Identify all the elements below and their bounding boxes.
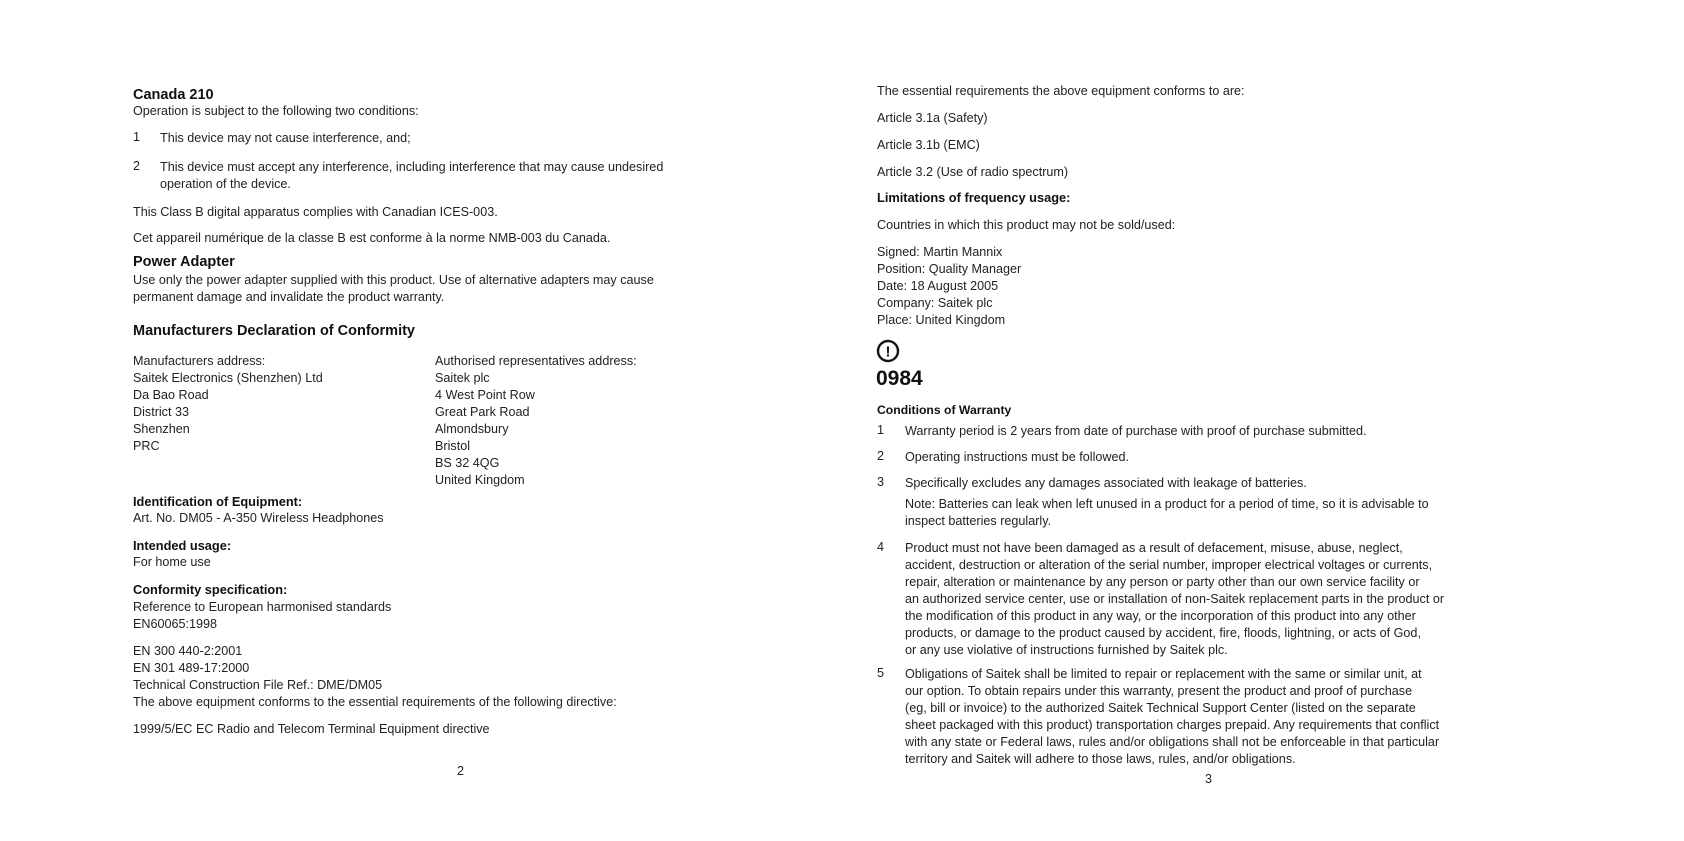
right-page [842,0,1684,841]
conformity-text: EN 300 440-2:2001 [133,644,243,658]
conformity-text: The above equipment conforms to the essential requirements of the following directive: [133,695,617,709]
address-line: Saitek plc [435,371,490,385]
warranty-line: with any state or Federal laws, rules and/or obligations shall not be enforceable in that particular [905,735,1440,749]
page-number: 2 [457,764,465,778]
conformity-text: Technical Construction File Ref.: DME/DM05 [133,678,383,692]
signed-place: Place: United Kingdom [877,313,1006,327]
warranty-line: the modification of this product in any way, or the incorporation of this product into any other [905,609,1416,623]
list-item-number: 2 [877,449,885,463]
warranty-line: Product must not have been damaged as a result of defacement, misuse, abuse, neglect, [905,541,1403,555]
limitations-heading: Limitations of frequency usage: [877,190,1071,205]
address-line: PRC [133,439,160,453]
conformity-text: Reference to European harmonised standards [133,600,392,614]
address-line: Shenzhen [133,422,190,436]
address-line: BS 32 4QG [435,456,500,470]
warranty-note: Note: Batteries can leak when left unused in a product for a period of time, so it is advisable to [905,497,1429,511]
power-adapter-heading: Power Adapter [133,254,235,270]
warranty-line: (eg, bill or invoice) to the authorized Saitek Technical Support Center (listed on the separate [905,701,1416,715]
list-item: This device must accept any interference, including interference that may cause undesired [160,160,664,174]
signed-company: Company: Saitek plc [877,296,993,310]
french-statement: Cet appareil numérique de la classe B est conforme à la norme NMB-003 du Canada. [133,231,611,245]
warranty-item-4 [905,540,1444,659]
address-line: Da Bao Road [133,388,209,402]
list-item-number: 4 [877,540,885,554]
list-item-continuation: operation of the device. [160,177,291,191]
alert-circle-svg [876,339,900,363]
warranty-item: Warranty period is 2 years from date of purchase with proof of purchase submitted. [905,424,1367,438]
conformity-text: EN 301 489-17:2000 [133,661,250,675]
list-item-number: 1 [877,423,885,437]
signature-block [877,244,1021,329]
declaration-heading: Manufacturers Declaration of Conformity [133,323,415,339]
warranty-line: Obligations of Saitek shall be limited to repair or replacement with the same or similar unit, at [905,667,1422,681]
address-line: Great Park Road [435,405,530,419]
canada-intro: Operation is subject to the following two conditions: [133,104,419,118]
warranty-line: an authorized service center, use or installation of non-Saitek replacement parts in the product or [905,592,1445,606]
limitations-text: Countries in which this product may not be sold/used: [877,218,1176,232]
address-line: District 33 [133,405,189,419]
directive-text: 1999/5/EC EC Radio and Telecom Terminal Equipment directive [133,722,490,736]
warranty-line: products, or damage to the product caused by accident, fire, floods, lightning, or acts of God, [905,626,1421,640]
signed-name: Signed: Martin Mannix [877,245,1003,259]
warranty-line: repair, alteration or maintenance by any person or party other than our own service facility or [905,575,1420,589]
signed-date: Date: 18 August 2005 [877,279,999,293]
warranty-item-5 [905,666,1439,768]
warranty-note: inspect batteries regularly. [905,514,1052,528]
notified-body-number: 0984 [876,367,923,390]
list-item-number: 3 [877,475,885,489]
article-line: Article 3.1a (Safety) [877,111,988,125]
signed-position: Position: Quality Manager [877,262,1022,276]
address-line: Almondsbury [435,422,509,436]
address-line: Manufacturers address: [133,354,266,368]
conformity-heading: Conformity specification: [133,582,288,597]
warranty-line: accident, destruction or alteration of the serial number, improper electrical voltages or currents, [905,558,1433,572]
warranty-line: our option. To obtain repairs under this warranty, present the product and proof of purchase [905,684,1413,698]
address-line: 4 West Point Row [435,388,535,402]
list-item-number: 2 [133,159,141,173]
intended-usage-heading: Intended usage: [133,538,232,553]
alert-symbol: ! [885,343,891,361]
address-line: Bristol [435,439,470,453]
list-item: This device may not cause interference, and; [160,131,411,145]
conformity-text: EN60065:1998 [133,617,218,631]
class-b-statement: This Class B digital apparatus complies with Canadian ICES-003. [133,205,498,219]
identification-text: Art. No. DM05 - A-350 Wireless Headphones [133,511,384,525]
warranty-item: Operating instructions must be followed. [905,450,1130,464]
essentials-intro: The essential requirements the above equipment conforms to are: [877,84,1245,98]
list-item-number: 5 [877,666,885,680]
address-line: United Kingdom [435,473,525,487]
identification-heading: Identification of Equipment: [133,494,303,509]
warranty-line: or any use violative of instructions furnished by Saitek plc. [905,643,1228,657]
power-adapter-text: Use only the power adapter supplied with this product. Use of alternative adapters may cause [133,273,654,287]
address-line: Saitek Electronics (Shenzhen) Ltd [133,371,323,385]
article-line: Article 3.1b (EMC) [877,138,980,152]
article-line: Article 3.2 (Use of radio spectrum) [877,165,1069,179]
page-number: 3 [1205,772,1213,786]
representative-address [435,353,637,489]
warranty-heading: Conditions of Warranty [877,403,1012,417]
canada-heading: Canada 210 [133,87,214,103]
manufacturer-address [133,353,323,455]
warranty-line: sheet packaged with this product) transportation charges prepaid. Any requirements that conflict [905,718,1440,732]
address-line: Authorised representatives address: [435,354,637,368]
list-item-number: 1 [133,130,141,144]
warranty-line: territory and Saitek will adhere to those laws, rules, and/or obligations. [905,752,1296,766]
power-adapter-text: permanent damage and invalidate the product warranty. [133,290,445,304]
intended-usage-text: For home use [133,555,211,569]
warranty-item: Specifically excludes any damages associated with leakage of batteries. [905,476,1307,490]
alert-circle-icon [876,339,900,363]
